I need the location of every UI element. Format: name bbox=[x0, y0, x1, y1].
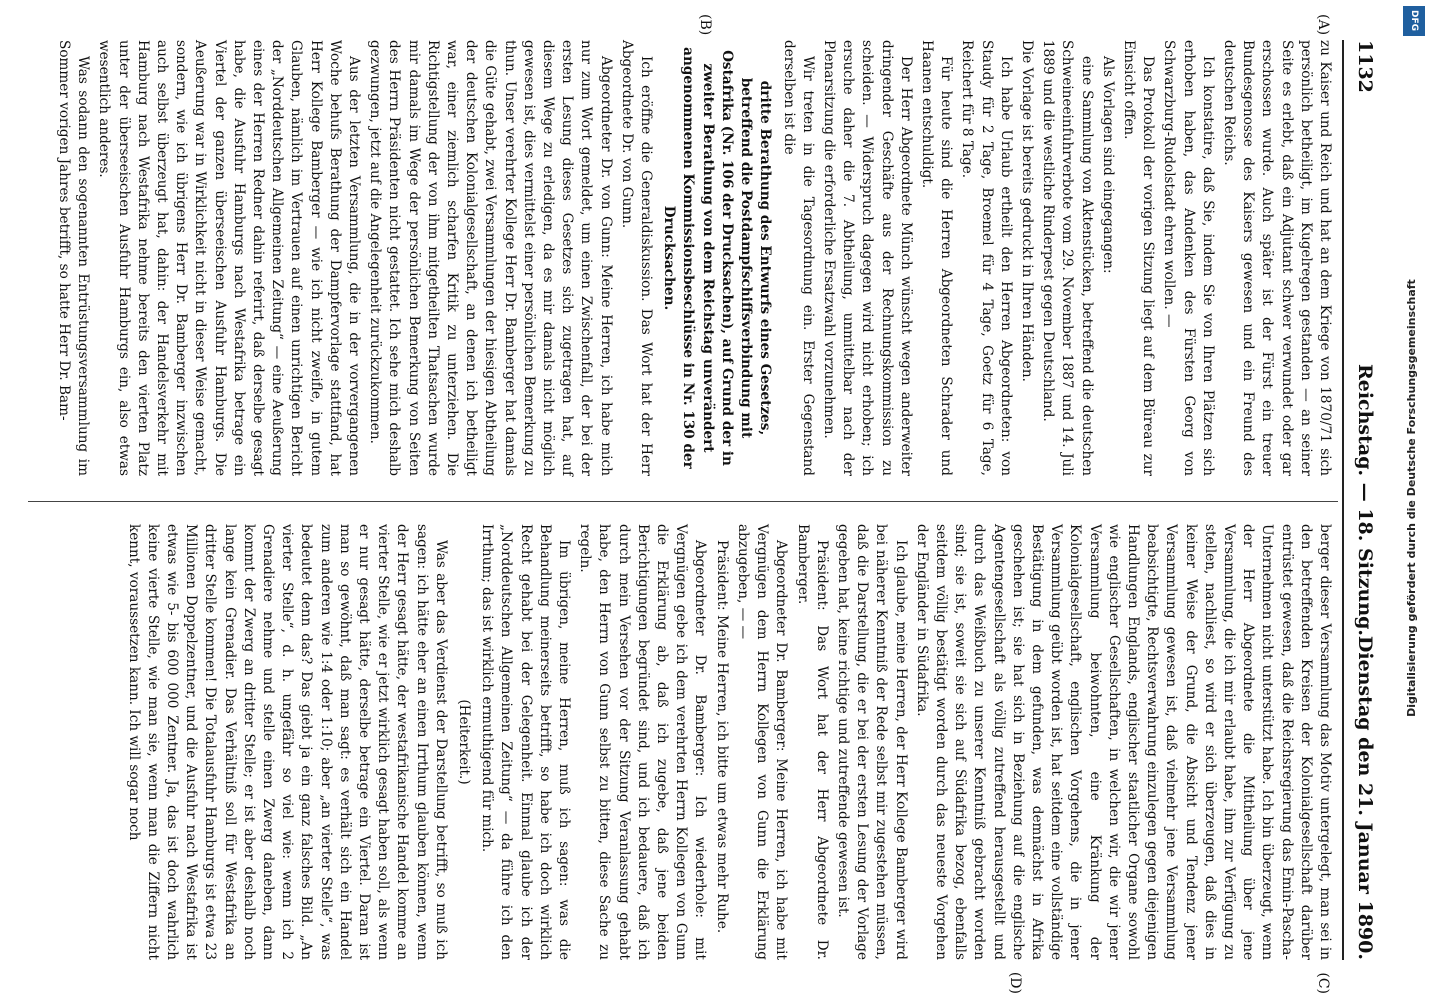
page-header bbox=[1348, 40, 1376, 960]
column-divider bbox=[28, 501, 1338, 502]
paragraph: Präsident: Das Wort hat der Herr Abgeordnete Dr. Bamberger. bbox=[794, 524, 830, 960]
margin-marker-a: (A) bbox=[1315, 14, 1331, 36]
paragraph: eine Sammlung von Aktenstücken, betreffend die deutschen Schweineeinfuhrverbote vom 29. November 1887 und 14. Juli 1889 und die westliche Rinderpest gegen Deutschland. bbox=[1040, 40, 1095, 476]
margin-marker-c: (C) bbox=[1315, 972, 1331, 994]
margin-marker-d: (D) bbox=[1007, 971, 1023, 994]
paragraph: Ich eröffne die Generaldiskussion. Das Wort hat der Herr Abgeordnete Dr. von Gunn. bbox=[618, 40, 655, 476]
session-date: Dienstag den 21. Januar 1890. bbox=[1354, 635, 1376, 960]
paragraph: Ich konstatire, daß Sie, indem Sie von Ihren Plätzen sich erhoben haben, das Andenken des Fürsten Georg von Schwarzburg-Rudolstadt ehren wollen. — bbox=[1161, 40, 1216, 476]
dfg-logo: DFG bbox=[1403, 6, 1425, 36]
page-number: 1132 bbox=[1354, 40, 1376, 93]
paragraph: dritte Berathung des Entwurfs eines Gesetzes, betreffend die Postdampfschiffsverbindung mit Ostafrika (Nr. 106 der Drucksachen), auf Grund der in zweiter Berathung von dem Reichstag unverändert angenommenen Kommissionsbeschlüsse in Nr. 130 der Drucksachen. bbox=[661, 47, 774, 469]
paragraph: Das Protokoll der vorigen Sitzung liegt auf dem Büreau zur Einsicht offen. bbox=[1120, 40, 1157, 476]
funding-credit: Digitalisierung gefördert durch die Deutsche Forschungsgemeinschaft bbox=[1405, 279, 1418, 717]
margin-marker-b: (B) bbox=[697, 14, 713, 36]
paragraph: Abgeordneter Dr. von Gunn: Meine Herren, ich habe mich nur zum Wort gemeldet, um einen Zwischenfall, der bei der ersten Lesung dieses Gesetzes sich zugetragen hat, auf diesem Wege zu erledigen, da es mir damals nicht möglich gewesen ist, dies vermittelst einer persönlichen Bemerkung zu thun. Unser verehrter Kollege Herr Dr. Bamberger hat damals die Güte gehabt, zwei Versammlungen der hiesigen Abtheilung der deutschen Kolonialgesellschaft, an denen ich betheiligt war, einer ziemlich scharfen Kritik zu unterziehen. Die Richtigstellung der von ihm mitgetheilten Thatsachen wurde mir damals im Wege der persönlichen Bemerkung von Seiten des Herrn Präsidenten nicht gestattet. Ich sehe mich deshalb gezwungen, jetzt auf die Angelegenheit zurückzukommen. bbox=[367, 40, 614, 476]
paragraph: zu Kaiser und Reich und hat an dem Kriege von 1870/71 sich persönlich betheiligt, im Kugelregen gestanden — an seiner Seite es erlebt, daß ein Adjutant schwer verwundet oder gar erschossen wurde. Auch später ist der Fürst ein treuer Bundesgenosse des Kaisers gewesen und ein Freund des deutschen Reichs. bbox=[1220, 40, 1333, 476]
paragraph: berger dieser Versammlung das Motiv untergelegt, man sei in den betreffenden Kreisen der Kolonialgesellschaft darüber entrüstet gewesen, daß die Reichsregierung das Emin-Pascha-Unternehmen nicht unterstützt habe. Ich bin überzeugt, wenn der Herr Abgeordnete die Mittheilung über jene Versammlung, die ich mir erlaubt habe, ihm zur Verfügung zu stellen, nachliest, so wird er sich überzeugen, daß dies in keiner Weise der Grund, die Absicht und Tendenz jener Versammlung gewesen ist, daß vielmehr jene Versammlung beabsichtigte, Rechtsverwahrung einzulegen gegen diejenigen Handlungen Englands, englischer staatlicher Organe sowohl wie englischer Gesellschaften, in welchen wir, die wir jener Versammlung beiwohnten, eine Kränkung der Kolonialgesellschaft, englischen Vorgehens, die in jener Versammlung geübt worden ist, hat seitdem eine vollständige Bestätigung in dem gefunden, was demnächst in Afrika geschehen ist; sie hat sich in Beziehung auf die englische Agentengesellschaft als völlig zutreffend herausgestellt und durch das Weißbuch zu unserer Kenntniß gebracht worden sind; sie ist, soweit sie sich auf Südafrika bezog, ebenfalls seitdem völlig bestätigt worden durch das neueste Vorgehen der Engländer in Südafrika. bbox=[913, 524, 1333, 960]
right-column bbox=[34, 524, 1334, 994]
left-column bbox=[34, 14, 1334, 476]
paragraph: Ich habe Urlaub ertheilt den Herren Abgeordneten: von Staudy für 2 Tage, Broemel für 4 Tage, Goetz für 6 Tage, Reichert für 8 Tage. bbox=[959, 40, 1014, 476]
paragraph: Als Vorlagen sind eingegangen: bbox=[1099, 56, 1116, 274]
paragraph: Präsident: Meine Herren, ich bitte um etwas mehr Ruhe. bbox=[713, 540, 730, 934]
paragraph: Die Vorlage ist bereits gedruckt in Ihren Händen. bbox=[1018, 40, 1035, 382]
paragraph: Abgeordneter Dr. Bamberger: Meine Herren, ich habe mit Vergnügen dem Herrn Kollegen von Gunn die Erklärung abzugeben, — — bbox=[734, 524, 790, 960]
paragraph: Was aber das Verdienst der Darstellung betrifft, so muß ich sagen: ich hätte eher an einen Irrthum glauben können, wenn der Herr gesagt hätte, der westafrikanische Handel komme an vierter Stelle, wie er jetzt wirklich gesagt haben soll, als wenn er nur gesagt hätte, derselbe betrage ein Viertel. Daran ist man so gewöhnt, daß man sagt: es verhält sich ein Handel zum anderen wie 1:4 oder 1:10; aber „an vierter Stelle“, was bedeutet denn das? Das giebt ja ein ganz falsches Bild. „An vierter Stelle“, d. h. ungefähr so viel wie: wenn ich 2 Grenadiere nehme und stelle einen Zwerg daneben, dann kommt der Zwerg an dritter Stelle; er ist aber deshalb noch lange kein Grenadier. Das Verhältniß soll für Westafrika an dritter Stelle kommen! Die Totalausfuhr Hamburgs ist etwa 23 Millionen Doppelzentner, und die Ausfuhr nach Westafrika ist etwas wie 5- bis 600 000 Zentner. Ja, das ist doch wahrlich keine vierte Stelle, wie man sie, wenn man die Ziffern nicht kennt, voraussetzen kann. Ich will sogar noch bbox=[125, 524, 449, 960]
header-rule bbox=[1342, 40, 1344, 960]
session-title: Reichstag. — 18. Sitzung. bbox=[1354, 363, 1376, 637]
paragraph: Der Herr Abgeordnete Münch wünscht wegen anderweiter dringender Geschäfte aus der Rechnungskommission zu scheiden. — Widerspruch dagegen wird nicht erhoben; ich ersuche daher die 7. Abtheilung, unmittelbar nach der Plenarsitzung die erforderliche Ersatzwahl vorzunehmen. bbox=[820, 40, 914, 476]
paragraph: Was sodann den sogenannten Entrüstungsversammlung im Sommer vorigen Jahres betrifft, so hatte Herr Dr. Bam- bbox=[56, 40, 92, 476]
paragraph: (Heiterkeit.) bbox=[456, 699, 473, 785]
paragraph: Ich glaube, meine Herren, der Herr Kollege Bamberger wird bei näherer Kenntniß der Rede selbst mir zugestehen müssen, daß die Darstellung, die er bei der ersten Lesung der Vorlage gegeben hat, keine richtige und zutreffende gewesen ist. bbox=[834, 524, 909, 960]
digitization-sidebar bbox=[1398, 0, 1432, 1000]
paragraph: Im übrigen, meine Herren, muß ich sagen: was die Behandlung meinerseits betrifft, so habe ich doch wirklich Recht gehabt bei der Gelegenheit. Einmal glaube ich der „Norddeutschen Allgemeinen Zeitung“ — da führe ich den Irrthum; das ist wirklich ermuthigend für mich. bbox=[479, 524, 573, 960]
paragraph: Für heute sind die Herren Abgeordneten Schrader und Haanen entschuldigt. bbox=[918, 40, 955, 476]
paragraph: Abgeordneter Dr. Bamberger: Ich wiederhole: mit Vergnügen gebe ich dem verehrten Herrn Kollegen von Gunn die Erklärung ab, daß ich zugebe, daß jene beiden Berichtigungen begründet sind, und ich bedauere, daß ich durch mein Versehen vor der Sitzung Veranlassung gehabt habe, den Herrn von Gunn selbst zu bitten, diese Sache zu regeln. bbox=[577, 524, 709, 960]
paragraph: Wir treten in die Tagesordnung ein. Erster Gegenstand derselben ist die bbox=[780, 40, 816, 476]
paragraph: Aus der letzten Versammlung, die in der vorvergangenen Woche behufs Berathung der Dampfervorlage stattfand, hat Herr Kollege Bamberger — wie ich nicht zweifle, in gutem Glauben, nämlich im Vertrauen auf einen unrichtigen Bericht der „Norddeutschen Allgemeinen Zeitung“ — eine Aeußerung eines der Herren Redner dahin referirt, daß derselbe gesagt habe, die Ausfuhr Hamburgs nach Westafrika betrage ein Viertel der ganzen überseeischen Ausfuhr Hamburgs. Die Aeußerung war in Wirklichkeit nicht in dieser Weise gemacht, sondern, wie ich übrigens Herr Dr. Bamberger inzwischen auch selbst überzeugt hat, dahin: der Handelsverkehr mit Hamburg nach Westafrika nehme bereits den vierten Platz unter der überseeischen Ausfuhr Hamburgs ein, also etwas wesentlich anderes. bbox=[96, 40, 363, 476]
